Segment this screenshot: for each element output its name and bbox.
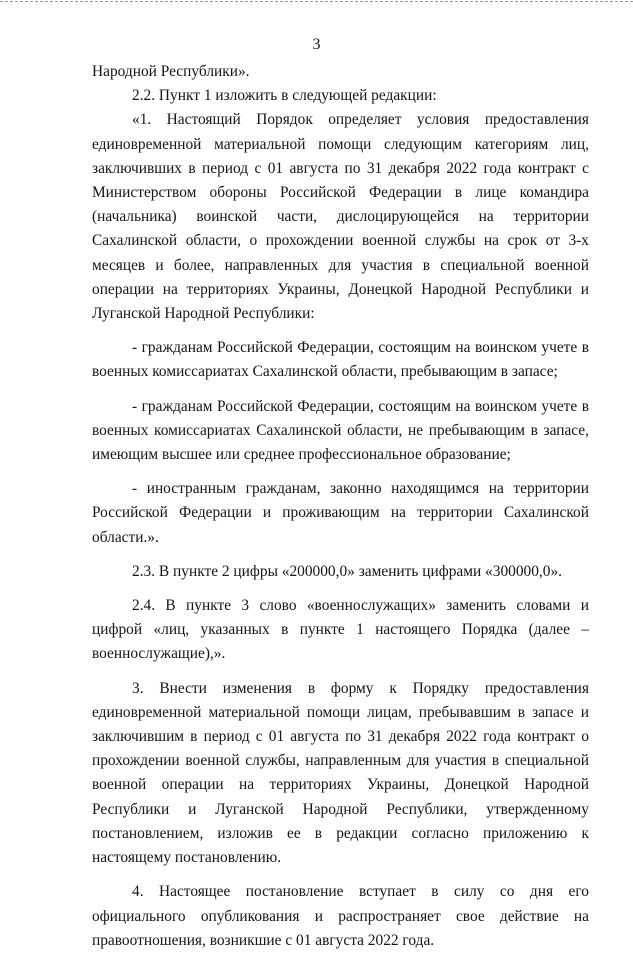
scan-edge-line [0,1,633,2]
paragraph-2-3: 2.3. В пункте 2 цифры «200000,0» заменить цифрами «300000,0». [132,562,563,580]
list-item-citizens-not-reserve: - гражданам Российской Федерации, состоящим на воинском учете в военных комиссариатах Сахалинской области, не пребывающим в запасе, имеющим высшее или среднее профессиональное образование; [92,397,589,464]
page-number: 3 [312,36,321,53]
paragraph-continuation: Народной Республики». [92,63,250,80]
paragraph-2-2: 2.2. Пункт 1 изложить в следующей редакции: [132,87,437,105]
paragraph-4: 4. Настоящее постановление вступает в силу со дня его официального опубликования и распространяет свое действие на правоотношения, возникшие с 01 августа 2022 года. [92,883,589,949]
paragraph-2-4: 2.4. В пункте 3 слово «военнослужащих» заменить словами и цифрой «лиц, указанных в пункте 1 настоящего Порядка (далее – военнослужащие),». [92,597,589,663]
list-item-foreign-citizens: - иностранным гражданам, законно находящимся на территории Российской Федерации и проживающим на территории Сахалинской области.». [92,480,589,546]
paragraph-3: 3. Внести изменения в форму к Порядку предоставления единовременной материальной помощи лицам, пребывавшим в запасе и заключившим в период с 01 августа по 31 декабря 2022 года контракт о прохождении военной службы, направленным для участия в специальной военной операции на территориях Украины, Донецкой Народной Республики и Луганской Народной Республики, утвержденному постановлением, изложив ее в редакции согласно приложению к настоящему постановлению. [92,679,589,867]
paragraph-quoted-point-1: «1. Настоящий Порядок определяет условия предоставления единовременной материальной помощи следующим категориям лиц, заключивших в период с 01 августа по 31 декабря 2022 года контракт с Министерством обороны Российской Федерации в лице командира (начальника) воинской части, дислоцирующейся на территории Сахалинской области, о прохождении военной службы на срок от 3-х месяцев и более, направленных для участия в специальной военной операции на территориях Украины, Донецкой Народной Республики и Луганской Народной Республики: [92,111,589,323]
document-body [92,60,589,953]
list-item-citizens-reserve: - гражданам Российской Федерации, состоящим на воинском учете в военных комиссариатах Сахалинской области, пребывающим в запасе; [92,339,589,381]
